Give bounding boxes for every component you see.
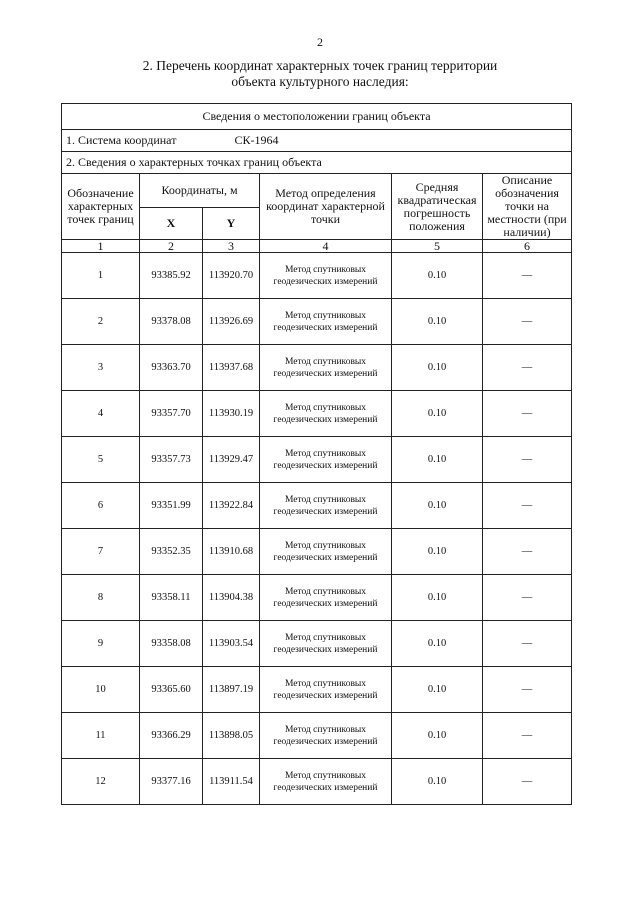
point-id-cell: 10 [62, 667, 140, 713]
method-cell: Метод спутниковых геодезических измерений [260, 713, 392, 759]
error-cell: 0.10 [392, 299, 483, 345]
table-row [62, 713, 572, 759]
column-numbers-row [62, 240, 572, 253]
table-row [62, 483, 572, 529]
method-cell: Метод спутниковых геодезических измерений [260, 345, 392, 391]
x-coordinate-cell: 93363.70 [140, 345, 203, 391]
y-coordinate-cell: 113929.47 [203, 437, 260, 483]
header-designation: Обозначение характерных точек границ [62, 174, 140, 240]
method-cell: Метод спутниковых геодезических измерений [260, 667, 392, 713]
x-coordinate-cell: 93385.92 [140, 253, 203, 299]
error-cell: 0.10 [392, 253, 483, 299]
point-id-cell: 7 [62, 529, 140, 575]
header-error: Средняя квадратическая погрешность положения [392, 174, 483, 240]
coordinate-system-value: СК-1964 [234, 133, 279, 147]
heading-line-2: объекта культурного наследия: [231, 74, 409, 89]
y-coordinate-cell: 113911.54 [203, 759, 260, 805]
point-id-cell: 12 [62, 759, 140, 805]
heading-line-1: 2. Перечень координат характерных точек границ территории [142, 58, 498, 73]
description-cell: — [483, 575, 572, 621]
x-coordinate-cell: 93365.60 [140, 667, 203, 713]
x-coordinate-cell: 93351.99 [140, 483, 203, 529]
points-section-label: 2. Сведения о характерных точках границ объекта [62, 152, 572, 174]
error-cell: 0.10 [392, 391, 483, 437]
description-cell: — [483, 391, 572, 437]
method-cell: Метод спутниковых геодезических измерений [260, 759, 392, 805]
y-coordinate-cell: 113897.19 [203, 667, 260, 713]
description-cell: — [483, 437, 572, 483]
method-cell: Метод спутниковых геодезических измерений [260, 299, 392, 345]
point-id-cell: 11 [62, 713, 140, 759]
table-row [62, 299, 572, 345]
x-coordinate-cell: 93352.35 [140, 529, 203, 575]
error-cell: 0.10 [392, 667, 483, 713]
error-cell: 0.10 [392, 575, 483, 621]
header-y: Y [203, 208, 260, 240]
x-coordinate-cell: 93358.08 [140, 621, 203, 667]
header-method: Метод определения координат характерной точки [260, 174, 392, 240]
column-number: 6 [483, 240, 572, 253]
description-cell: — [483, 529, 572, 575]
section-title: Сведения о местоположении границ объекта [62, 104, 572, 130]
error-cell: 0.10 [392, 759, 483, 805]
error-cell: 0.10 [392, 437, 483, 483]
y-coordinate-cell: 113910.68 [203, 529, 260, 575]
y-coordinate-cell: 113904.38 [203, 575, 260, 621]
y-coordinate-cell: 113930.19 [203, 391, 260, 437]
error-cell: 0.10 [392, 483, 483, 529]
point-id-cell: 6 [62, 483, 140, 529]
column-number: 2 [140, 240, 203, 253]
point-id-cell: 5 [62, 437, 140, 483]
description-cell: — [483, 713, 572, 759]
method-cell: Метод спутниковых геодезических измерений [260, 391, 392, 437]
error-cell: 0.10 [392, 529, 483, 575]
method-cell: Метод спутниковых геодезических измерений [260, 621, 392, 667]
method-cell: Метод спутниковых геодезических измерений [260, 253, 392, 299]
point-id-cell: 4 [62, 391, 140, 437]
table-body [62, 253, 572, 805]
y-coordinate-cell: 113926.69 [203, 299, 260, 345]
x-coordinate-cell: 93378.08 [140, 299, 203, 345]
table-row [62, 621, 572, 667]
point-id-cell: 9 [62, 621, 140, 667]
table-row [62, 391, 572, 437]
y-coordinate-cell: 113920.70 [203, 253, 260, 299]
coordinate-system-label: 1. Система координат [66, 133, 177, 147]
x-coordinate-cell: 93357.73 [140, 437, 203, 483]
header-description: Описание обозначения точки на местности (при наличии) [483, 174, 572, 240]
description-cell: — [483, 667, 572, 713]
error-cell: 0.10 [392, 621, 483, 667]
description-cell: — [483, 483, 572, 529]
description-cell: — [483, 253, 572, 299]
description-cell: — [483, 759, 572, 805]
table-row [62, 345, 572, 391]
method-cell: Метод спутниковых геодезических измерений [260, 483, 392, 529]
point-id-cell: 3 [62, 345, 140, 391]
description-cell: — [483, 621, 572, 667]
y-coordinate-cell: 113898.05 [203, 713, 260, 759]
coordinates-table [61, 103, 572, 805]
x-coordinate-cell: 93357.70 [140, 391, 203, 437]
x-coordinate-cell: 93377.16 [140, 759, 203, 805]
header-x: X [140, 208, 203, 240]
description-cell: — [483, 299, 572, 345]
table-row [62, 529, 572, 575]
method-cell: Метод спутниковых геодезических измерений [260, 575, 392, 621]
x-coordinate-cell: 93366.29 [140, 713, 203, 759]
error-cell: 0.10 [392, 713, 483, 759]
column-number: 1 [62, 240, 140, 253]
method-cell: Метод спутниковых геодезических измерений [260, 529, 392, 575]
page-number: 2 [317, 35, 323, 49]
point-id-cell: 1 [62, 253, 140, 299]
column-number: 5 [392, 240, 483, 253]
method-cell: Метод спутниковых геодезических измерений [260, 437, 392, 483]
point-id-cell: 2 [62, 299, 140, 345]
y-coordinate-cell: 113937.68 [203, 345, 260, 391]
point-id-cell: 8 [62, 575, 140, 621]
header-coordinates: Координаты, м [140, 174, 260, 208]
table-row [62, 759, 572, 805]
description-cell: — [483, 345, 572, 391]
column-number: 4 [260, 240, 392, 253]
x-coordinate-cell: 93358.11 [140, 575, 203, 621]
coordinate-system-row [62, 130, 572, 152]
document-heading [0, 58, 640, 90]
table-row [62, 575, 572, 621]
table-row [62, 253, 572, 299]
table-row [62, 667, 572, 713]
y-coordinate-cell: 113903.54 [203, 621, 260, 667]
error-cell: 0.10 [392, 345, 483, 391]
table-row [62, 437, 572, 483]
column-number: 3 [203, 240, 260, 253]
y-coordinate-cell: 113922.84 [203, 483, 260, 529]
